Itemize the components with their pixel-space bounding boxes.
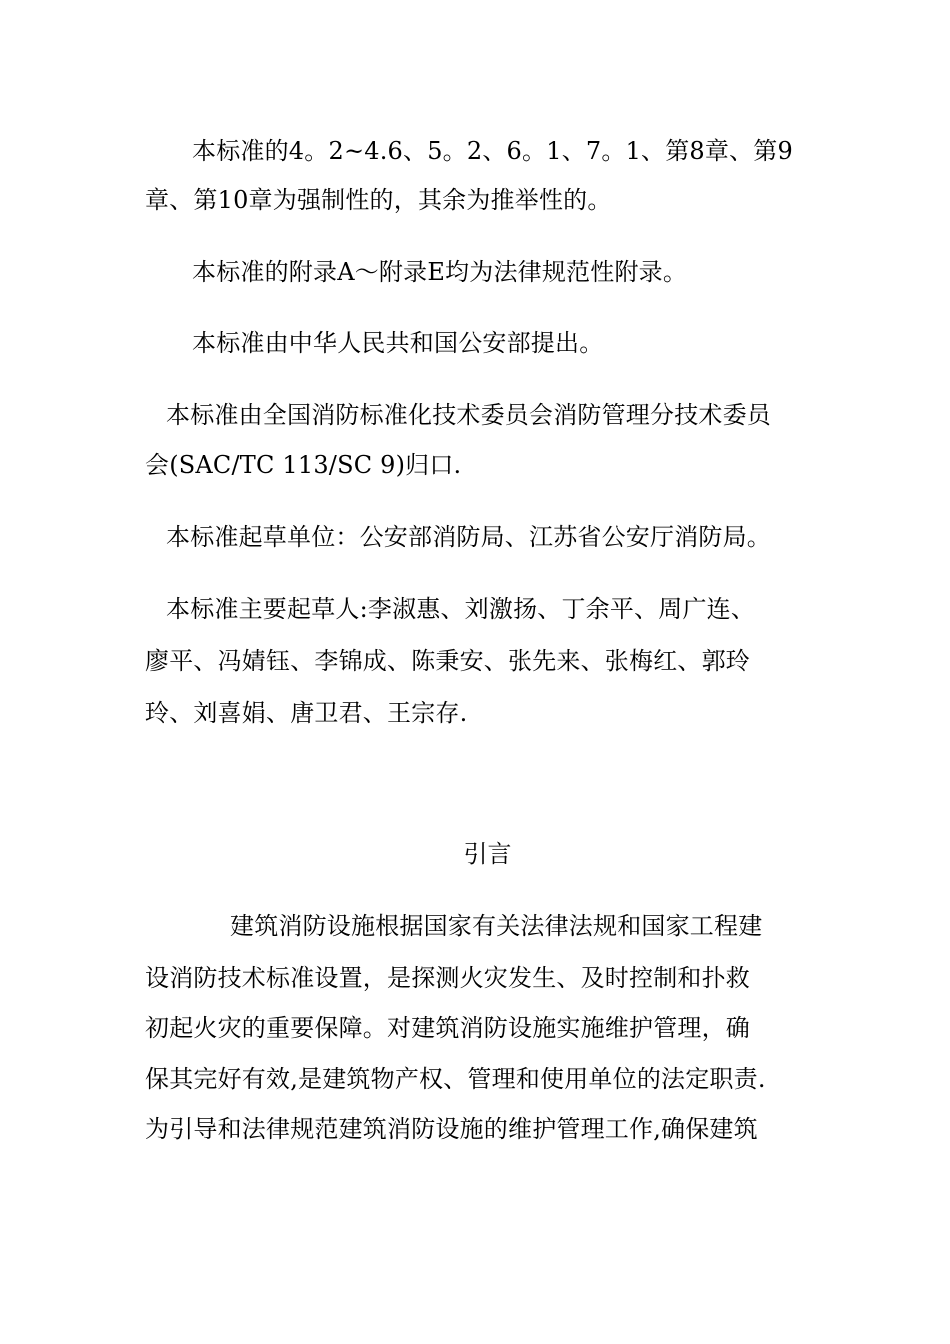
preface-line-3: 本标准的附录A～附录E均为法律规范性附录。 bbox=[192, 258, 688, 286]
preface-line-10: 玲、刘喜娟、唐卫君、王宗存. bbox=[145, 699, 468, 727]
intro-line-2: 设消防技术标准设置，是探测火灾发生、及时控制和扑救 bbox=[145, 964, 750, 992]
intro-line-5: 为引导和法律规范建筑消防设施的维护管理工作,确保建筑 bbox=[145, 1115, 758, 1143]
preface-line-2: 章、第10章为强制性的，其余为推举性的。 bbox=[145, 186, 612, 214]
preface-line-7: 本标准起草单位：公安部消防局、江苏省公安厅消防局。 bbox=[166, 523, 771, 551]
preface-line-5: 本标准由全国消防标准化技术委员会消防管理分技术委员 bbox=[166, 401, 771, 429]
preface-line-9: 廖平、冯婧钰、李锦成、陈秉安、张先来、张梅红、郭玲 bbox=[145, 647, 750, 675]
intro-line-3: 初起火灾的重要保障。对建筑消防设施实施维护管理，确 bbox=[145, 1014, 750, 1042]
intro-heading: 引言 bbox=[463, 840, 512, 868]
intro-line-1: 建筑消防设施根据国家有关法律法规和国家工程建 bbox=[230, 912, 763, 940]
preface-line-8: 本标准主要起草人:李淑惠、刘激扬、丁余平、周广连、 bbox=[166, 595, 756, 623]
preface-line-1: 本标准的4。2~4.6、5。2、6。1、7。1、第8章、第9 bbox=[192, 137, 793, 165]
intro-line-4: 保其完好有效,是建筑物产权、管理和使用单位的法定职责. bbox=[145, 1065, 766, 1093]
preface-line-6: 会(SAC/TC 113/SC 9)归口. bbox=[145, 451, 462, 479]
preface-line-4: 本标准由中华人民共和国公安部提出。 bbox=[192, 329, 604, 357]
